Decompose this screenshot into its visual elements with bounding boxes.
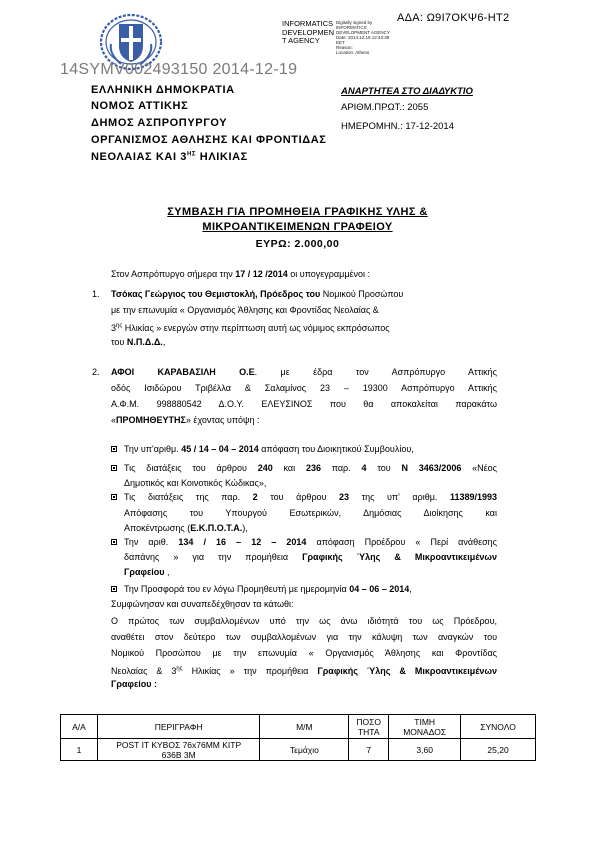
- bullet-icon: [111, 494, 117, 500]
- decision-ref: 45 / 14 – 04 – 2014: [181, 444, 259, 454]
- header-line: ΠΟΣΟ: [356, 716, 382, 727]
- final-line-5: [111, 678, 157, 690]
- col-header-quantity: [349, 715, 389, 739]
- col-header-unit-price: [389, 715, 461, 739]
- description-line: 636B 3M: [161, 749, 196, 760]
- intro-date: 17 / 12 /2014: [235, 269, 288, 279]
- text: δαπάνης » για την προμήθεια: [124, 552, 303, 562]
- bullet-icon: [111, 539, 117, 545]
- sup: ης: [116, 323, 123, 329]
- text: Νεολαίας & 3: [111, 666, 177, 676]
- contract-title-line-2: ΜΙΚΡΟΑΝΤΙΚΕΙΜΕΝΩΝ ΓΡΑΦΕΙΟΥ: [202, 221, 393, 233]
- bullet-1: [124, 443, 414, 455]
- signature-detail: Date: 2014.12.19 12:43:38: [336, 35, 390, 40]
- bold: 23: [339, 492, 350, 502]
- org-line-5-text: ΝΕΟΛΑΙΑΣ ΚΑΙ 3: [91, 151, 187, 163]
- text: Αποκέντρωσης (: [124, 523, 191, 533]
- bullet-icon: [111, 586, 117, 592]
- bold: 240: [257, 463, 273, 473]
- sup: ης: [176, 666, 183, 672]
- decision-ref: 11389/1993: [449, 492, 498, 502]
- signature-detail: Reason:: [336, 45, 353, 50]
- items-table: [60, 714, 536, 761]
- intro-tail: οι υπογεγραμμένοι :: [287, 269, 371, 279]
- bold: :: [151, 679, 157, 689]
- final-line-1: Ο πρώτος των συμβαλλομένων υπό την ως άνω ιδιότητά του ως Πρόεδρου,: [111, 616, 497, 626]
- text: Ηλικίας » ενεργών στην περίπτωση αυτή ως νόμιμος εκπρόσωπος: [122, 323, 390, 333]
- text: » έχοντας υπόψη :: [185, 415, 260, 425]
- bold: Γραφικής Ύλης & Μικροαντικειμένων: [302, 552, 497, 562]
- bold: Γραφείου: [111, 679, 152, 689]
- header-line: ΤΙΜΗ: [414, 716, 436, 727]
- party-2-line-1: [111, 366, 497, 378]
- bullet-icon: [111, 446, 117, 452]
- text: . με έδρα τον Ασπρόπυργο Αττικής: [254, 367, 498, 377]
- text: Τις διατάξεις της παρ.: [124, 492, 253, 502]
- contract-title-line-1: ΣΥΜΒΑΣΗ ΓΙΑ ΠΡΟΜΗΘΕΙΑ ΓΡΑΦΙΚΗΣ ΥΛΗΣ &: [167, 206, 428, 218]
- cell-total: 25,20: [461, 739, 536, 761]
- protocol-number: ΑΡΙΘΜ.ΠΡΩΤ.: 2055: [341, 102, 429, 113]
- final-line-3: Νομικού Προσώπου με την επωνυμία « Οργανισμός Άθλησης και Φροντίδας: [111, 648, 497, 658]
- party-1-line-4: [111, 336, 165, 348]
- publish-note: ΑΝΑΡΤΗΤΕΑ ΣΤΟ ΔΙΑΔΥΚΤΙΟ: [341, 86, 473, 97]
- org-line-5: [91, 151, 248, 163]
- table-header-row: [61, 715, 536, 739]
- text: απόφαση Προέδρου « Περί ανάθεσης: [306, 537, 498, 547]
- text: Την Προσφορά του εν λόγω Προμηθευτή με ημερομηνία: [124, 584, 350, 594]
- bullet-4-line-1: [124, 536, 497, 548]
- text: Ηλικίας » την προμήθεια: [182, 666, 318, 676]
- cell-aa: 1: [61, 739, 98, 761]
- bold: 4: [361, 463, 367, 473]
- party-1-line-1: [111, 288, 403, 300]
- document-stamp: 14SYMV002493150 2014-12-19: [60, 61, 298, 78]
- decision-ref: 134 / 16 – 12 – 2014: [178, 537, 307, 547]
- bold: Ε.Κ.Π.Ο.Τ.Α.: [190, 523, 243, 533]
- intro-line: [111, 268, 370, 280]
- digital-signature-block: [282, 19, 390, 55]
- cell-quantity: 7: [349, 739, 389, 761]
- text: του άρθρου: [257, 492, 340, 502]
- signature-details: [336, 20, 406, 55]
- description-line: POST IT ΚΥΒΟΣ 76x76MM ΚΙΤΡ: [116, 739, 242, 750]
- text: ,: [409, 584, 412, 594]
- text: Την υπ'αριθμ.: [124, 444, 182, 454]
- signer-name-line-3: T AGENCY: [282, 36, 320, 45]
- text: παρ.: [320, 463, 362, 473]
- text: ),: [242, 523, 248, 533]
- col-header-total: ΣΥΝΟΛΟ: [461, 715, 536, 739]
- table-row: [61, 739, 536, 761]
- text: 3: [111, 323, 117, 333]
- text: «: [111, 415, 117, 425]
- bold: 236: [305, 463, 321, 473]
- law-ref: Ν 3463/2006: [401, 463, 462, 473]
- bullet-3-line-1: [124, 491, 497, 503]
- org-line-5-sup: ΗΣ: [187, 151, 197, 158]
- cell-unit-price: 3,60: [389, 739, 461, 761]
- text: «Νέος: [461, 463, 498, 473]
- signature-detail: INFORMATICS: [336, 25, 367, 30]
- bullet-4-line-3: [124, 566, 169, 578]
- text: της υπ' αριθμ.: [349, 492, 450, 502]
- offer-date: 04 – 06 – 2014: [349, 584, 410, 594]
- signer-name-line-1: INFORMATICS: [282, 19, 334, 28]
- party-2-name: ΑΦΟΙ ΚΑΡΑΒΑΣΙΛΗ Ο.Ε: [111, 367, 255, 377]
- document-date: ΗΜΕΡΟΜΗΝ.: 17-12-2014: [341, 121, 454, 132]
- signature-detail: Digitally signed by: [336, 20, 373, 25]
- bullet-2-line-1: [124, 462, 497, 474]
- intro-text: Στον Ασπρόπυργο σήμερα την: [111, 269, 236, 279]
- final-line-4: [111, 663, 497, 677]
- bold: Γραφικής Ύλης & Μικροαντικειμένων: [317, 666, 497, 676]
- bullet-2-line-2: Δημοτικός και Κοινοτικός Κώδικας»,: [124, 478, 267, 488]
- text: ,: [164, 567, 170, 577]
- org-line-4: ΟΡΓΑΝΙΣΜΟΣ ΑΘΛΗΣΗΣ ΚΑΙ ΦΡΟΝΤΙΔΑΣ: [91, 134, 327, 146]
- bullet-4-line-2: [124, 551, 497, 563]
- text: του: [366, 463, 402, 473]
- npdd: Ν.Π.Δ.Δ.: [126, 337, 163, 347]
- bullet-icon: [111, 465, 117, 471]
- supplier-label: ΠΡΟΜΗΘΕΥΤΗΣ: [116, 415, 186, 425]
- party-2-line-4: [111, 414, 259, 426]
- party-2-line-2: οδός Ισιδώρου Τριβέλλα & Σαλαμίνος 23 – 19300 Ασπρόπυργο Αττικής: [111, 383, 497, 393]
- party-2-line-3: Α.Φ.Μ. 998880542 Δ.Ο.Υ. ΕΛΕΥΣΙΝΟΣ που θα αποκαλείται παρακάτω: [111, 399, 497, 409]
- signature-detail: EET: [336, 40, 345, 45]
- contract-amount: ΕΥΡΩ: 2.000,00: [255, 238, 340, 250]
- text: Τις διατάξεις του άρθρου: [124, 463, 258, 473]
- col-header-description: ΠΕΡΙΓΡΑΦΗ: [97, 715, 260, 739]
- bullet-3-line-2: Απόφασης του Υπουργού Εσωτερικών, Δημόσιας Διοίκησης και: [124, 508, 497, 518]
- agreement-line: Συμφώνησαν και συναπεδέχθησαν τα κάτωθι:: [111, 599, 294, 609]
- org-line-3: ΔΗΜΟΣ ΑΣΠΡΟΠΥΡΓΟΥ: [91, 117, 228, 129]
- org-line-1: ΕΛΛΗΝΙΚΗ ΔΗΜΟΚΡΑΤΙΑ: [91, 84, 235, 96]
- header-line: ΜΟΝΑΔΟΣ: [403, 726, 447, 737]
- signer-name-line-2: DEVELOPMEN: [282, 27, 335, 37]
- signature-detail: DEVELOPMENT AGENCY: [336, 30, 390, 35]
- col-header-aa: Α/Α: [61, 715, 98, 739]
- bold: Γραφείου: [124, 567, 165, 577]
- party-1-name: Τσόκας Γεώργιος του Θεμιστοκλή, Πρόεδρος του: [111, 289, 321, 299]
- signature-detail: Location: Athens: [336, 50, 370, 55]
- bullet-3-line-3: [124, 522, 248, 534]
- bold: 2: [252, 492, 258, 502]
- text: Την αριθ.: [124, 537, 179, 547]
- text: και: [272, 463, 306, 473]
- bullet-5: [124, 583, 412, 595]
- party-2-number: 2.: [92, 367, 100, 377]
- party-1-text: Νομικού Προσώπου: [320, 289, 404, 299]
- party-1-line-3: [111, 320, 390, 334]
- text: ,: [162, 337, 166, 347]
- cell-unit: Τεμάχιο: [260, 739, 349, 761]
- org-line-2: ΝΟΜΟΣ ΑΤΤΙΚΗΣ: [91, 100, 189, 112]
- final-line-2: αναθέτει στον δεύτερο των συμβαλλομένων για την κάλυψη των αναγκών του: [111, 632, 497, 642]
- org-line-5-tail: ΗΛΙΚΙΑΣ: [196, 151, 248, 163]
- header-line: ΤΗΤΑ: [357, 726, 380, 737]
- text: του: [111, 337, 127, 347]
- party-1-number: 1.: [92, 289, 100, 299]
- text: απόφαση του Διοικητικού Συμβουλίου,: [258, 444, 414, 454]
- party-1-line-2: με την επωνυμία « Οργανισμός Άθλησης και Φροντίδας Νεολαίας &: [111, 305, 379, 315]
- cell-description: [97, 739, 260, 761]
- col-header-unit: Μ/Μ: [260, 715, 349, 739]
- ada-code: ΑΔΑ: Ω9Ι7ΟΚΨ6-ΗΤ2: [397, 12, 510, 24]
